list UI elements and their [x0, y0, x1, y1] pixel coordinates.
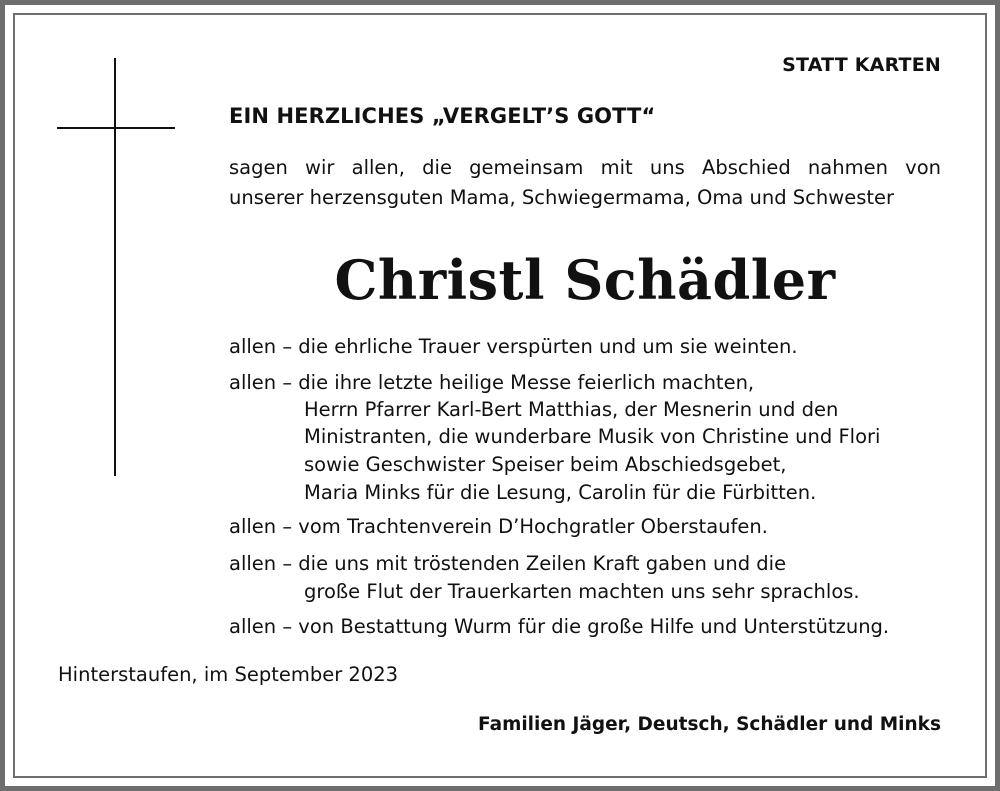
signature: Familien Jäger, Deutsch, Schädler und Minks — [478, 714, 941, 735]
thanks-line: Ministranten, die wunderbare Musik von Christine und Flori — [304, 425, 881, 448]
place-date: Hinterstaufen, im September 2023 — [58, 663, 399, 686]
thanks-line: allen – vom Trachtenverein D’Hochgratler Oberstaufen. — [229, 515, 768, 538]
intro-line: unserer herzensguten Mama, Schwiegermama, Oma und Schwester — [229, 186, 895, 209]
thanks-line: allen – die ihre letzte heilige Messe feierlich machten, — [229, 371, 755, 394]
thanks-heading: EIN HERZLICHES „VERGELT’S GOTT“ — [229, 104, 656, 128]
thanks-line: Maria Minks für die Lesung, Carolin für die Fürbitten. — [304, 481, 817, 504]
statt-karten-label: STATT KARTEN — [782, 54, 941, 76]
cross-horizontal-bar — [57, 127, 175, 129]
thanks-line: große Flut der Trauerkarten machten uns sehr sprachlos. — [304, 580, 860, 603]
thanks-line: allen – die uns mit tröstenden Zeilen Kraft gaben und die — [229, 552, 787, 575]
thanks-line: allen – von Bestattung Wurm für die große Hilfe und Unterstützung. — [229, 615, 890, 638]
intro-paragraph — [229, 153, 941, 213]
thanks-line: allen – die ehrliche Trauer verspürten und um sie weinten. — [229, 335, 798, 358]
intro-line: sagen wir allen, die gemeinsam mit uns Abschied nahmen von — [229, 156, 941, 179]
thanks-line: sowie Geschwister Speiser beim Abschiedsgebet, — [304, 453, 787, 476]
thanks-line: Herrn Pfarrer Karl-Bert Matthias, der Mesnerin und den — [304, 398, 839, 421]
deceased-name: Christl Schädler — [334, 248, 836, 312]
